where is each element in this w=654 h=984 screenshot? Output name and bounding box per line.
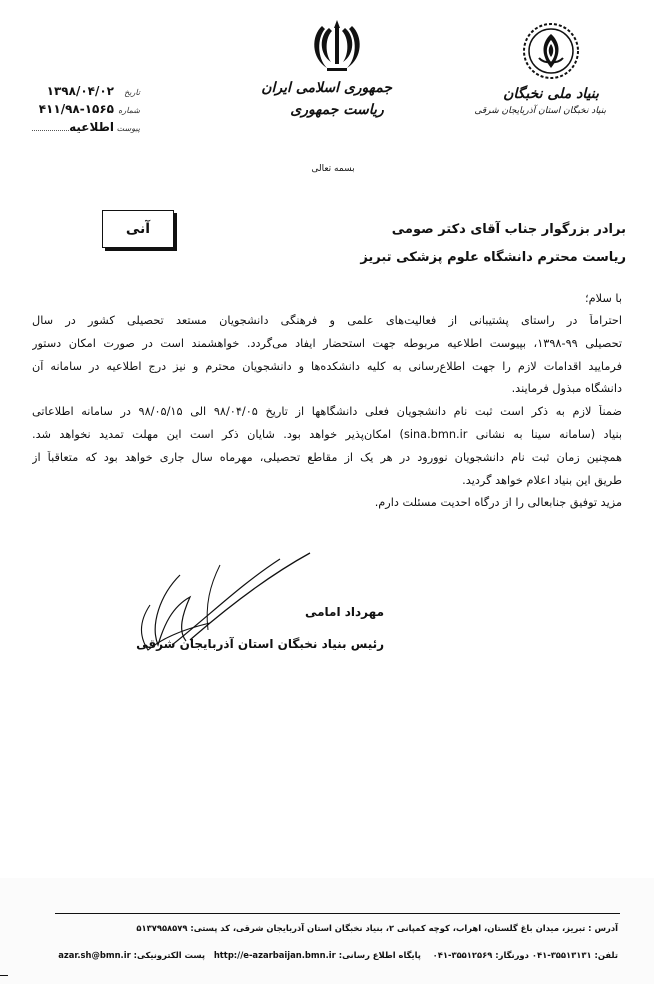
body-line: تحصیلی ۹۹-۱۳۹۸، بپیوست اطلاعیه مربوطه جهت استحضار ایفاد می‌گردد. خواهشمند است در صورت امکان دستور — [32, 336, 622, 350]
attachment-row — [30, 120, 140, 138]
footer-email-link[interactable]: azar.sh@bmn.ir — [58, 950, 131, 960]
footer-phone: تلفن: ۳۵۵۱۳۱۳۱-۰۴۱ دورنگار: ۳۵۵۱۲۵۶۹-۰۴۱ — [432, 950, 618, 960]
letter-meta — [30, 84, 140, 138]
date-label: تاریخ — [124, 88, 140, 97]
body-line: طریق این بنیاد اعلام خواهد گردید. — [462, 473, 622, 487]
addressee-line-2: ریاست محترم دانشگاه علوم پزشکی تبریز — [360, 250, 626, 265]
signer-name: مهرداد امامی — [304, 605, 384, 619]
footer-contact — [58, 950, 618, 960]
urgent-box: آنی — [102, 210, 174, 248]
body-line: مزید توفیق جنابعالی را از درگاه احدیت مسئلت دارم. — [374, 496, 622, 510]
attachment-dotline — [32, 130, 69, 131]
presidency-title: ریاست جمهوری — [290, 102, 384, 118]
footer-address: آدرس : تبریز، میدان باغ گلستان، اهراب، کوچه کمپانی ۲، بنیاد نخبگان استان آذربایجان شرقی، کد پستی: ۵۱۳۷۹۵۸۵۷۹ — [136, 923, 618, 933]
footer-divider — [55, 913, 620, 914]
body-line: احتراماً در راستای پشتیبانی از فعالیت‌های علمی و فرهنگی دانشجویان مستعد تحصیلی کشور در سال — [32, 314, 622, 327]
number-label: شماره — [118, 106, 140, 115]
addressee — [360, 222, 626, 278]
attachment-value: اطلاعیه — [69, 120, 114, 134]
signature-block — [136, 605, 384, 651]
footer-site-link[interactable]: http://e-azarbaijan.bmn.ir — [213, 950, 336, 960]
letter-body — [32, 292, 622, 519]
date-value: ۱۳۹۸/۰۴/۰۲ — [46, 84, 114, 98]
body-line: فرمایید اقدامات لازم را جهت اطلاع‌رسانی به کلیه دانشکده‌ها و دانشجویان محترم و نیز درج اطلاعیه در سامانه آن — [32, 359, 622, 373]
body-line: همچنین زمان ثبت نام دانشجویان نوورود در هر یک از مقاطع تحصیلی، مهرماه سال جاری خواهد بود که متعاقباً از — [32, 450, 622, 464]
number-row — [30, 102, 140, 120]
iran-emblem-icon — [309, 14, 365, 74]
org-name: بنیاد ملی نخبگان — [503, 86, 599, 102]
signer-title: رئیس بنیاد نخبگان استان آذربایجان شرقی — [136, 637, 384, 651]
republic-title: جمهوری اسلامی ایران — [261, 80, 392, 96]
date-row — [30, 84, 140, 102]
elite-foundation-logo — [474, 22, 606, 116]
number-value: ۴۱۱/۹۸-۱۵۶۵ — [38, 102, 114, 116]
elite-foundation-emblem-icon — [522, 22, 580, 80]
greeting: با سلام؛ — [585, 292, 622, 305]
body-line: دانشگاه مبذول فرمایند. — [511, 382, 622, 396]
addressee-line-1: برادر بزرگوار جناب آقای دکتر صومی — [391, 222, 626, 237]
body-line: ضمناً لازم به ذکر است ثبت نام دانشجویان فعلی دانشگاهها از تاریخ ۹۸/۰۴/۰۵ الی ۹۸/۰۵/۱۵ در سامانه اطلاعاتی — [32, 405, 622, 419]
body-line: بنیاد (سامانه سینا به نشانی sina.bmn.ir) امکان‌پذیر خواهد بود. شایان ذکر است این مهلت تمدید نخواهد شد. — [32, 427, 622, 441]
attachment-label: پیوست — [116, 124, 140, 133]
org-subtitle: بنیاد نخبگان استان آذربایجان شرقی — [474, 106, 606, 116]
basmala: بسمه تعالی — [311, 164, 355, 174]
margin-tick — [0, 975, 8, 976]
iran-emblem-block — [261, 14, 392, 118]
footer-email-label: پست الکترونیکی: — [133, 950, 206, 960]
footer-site-label: پایگاه اطلاع رسانی: — [338, 950, 421, 960]
